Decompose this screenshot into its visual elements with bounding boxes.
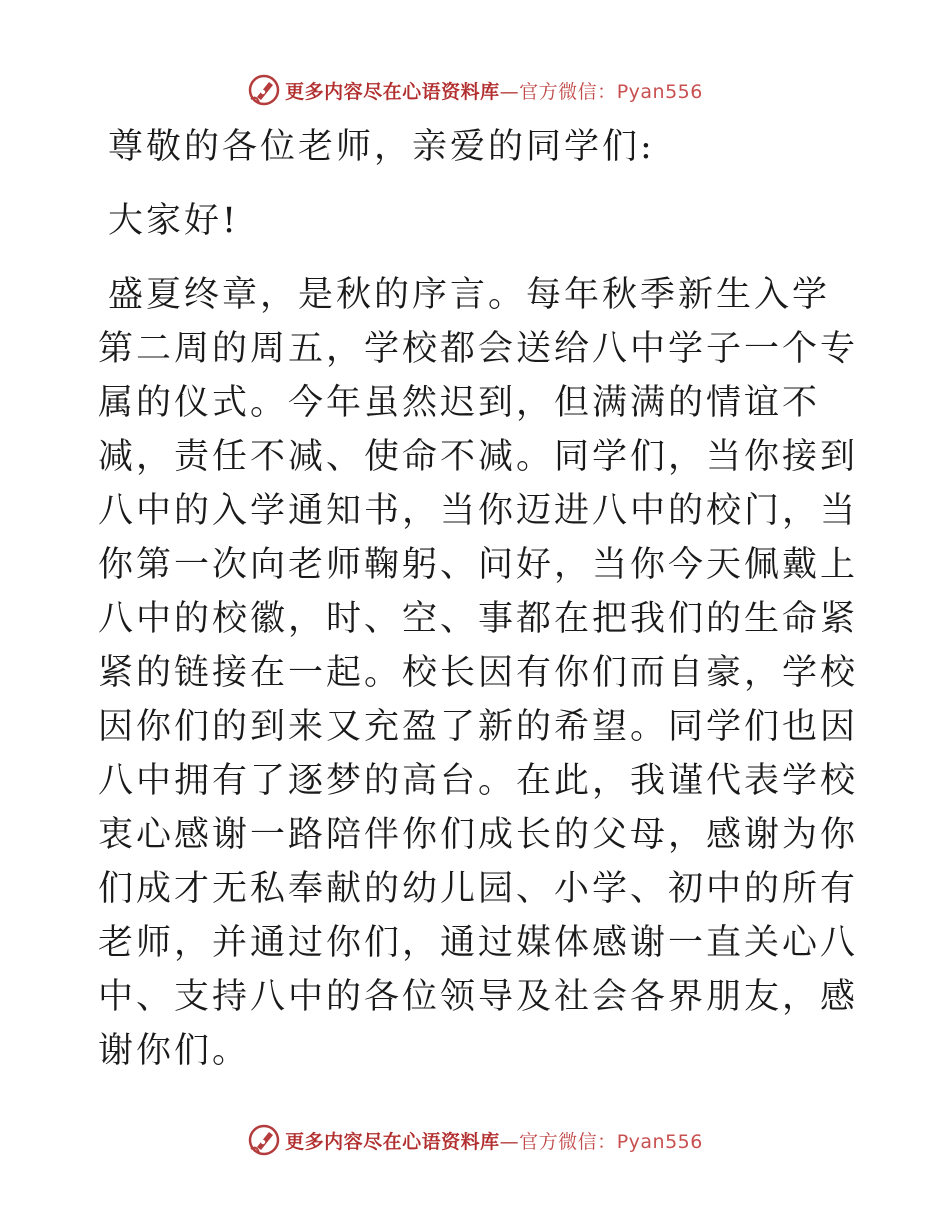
footer-watermark xyxy=(0,1120,950,1160)
watermark-text xyxy=(285,1127,703,1154)
watermark-separator: — xyxy=(499,80,520,103)
watermark-wechat-id: Pyan556 xyxy=(616,1130,703,1153)
watermark-wechat-label: 官方微信： xyxy=(519,80,617,103)
salutation: 尊敬的各位老师，亲爱的同学们: xyxy=(108,127,655,167)
watermark-wechat-label: 官方微信： xyxy=(519,1130,617,1153)
pen-nib-logo-icon xyxy=(247,1123,281,1157)
document-body xyxy=(98,120,858,1078)
watermark-separator: — xyxy=(499,1130,520,1153)
watermark-text xyxy=(285,77,703,104)
pen-nib-logo-icon xyxy=(247,73,281,107)
watermark-wechat-id: Pyan556 xyxy=(616,80,703,103)
header-watermark xyxy=(0,70,950,110)
watermark-site: 更多内容尽在心语资料库 xyxy=(285,80,500,103)
greeting: 大家好! xyxy=(108,201,240,241)
watermark-site: 更多内容尽在心语资料库 xyxy=(285,1130,500,1153)
body-paragraph: 盛夏终章，是秋的序言。每年秋季新生入学第二周的周五，学校都会送给八中学子一个专属的仪式。今年虽然迟到，但满满的情谊不减，责任不减、使命不减。同学们，当你接到八中的入学通知书，当你迈进八中的校门，当你第一次向老师鞠躬、问好，当你今天佩戴上八中的校徽，时、空、事都在把我们的生命紧紧的链接在一起。校长因有你们而自豪，学校因你们的到来又充盈了新的希望。同学们也因八中拥有了逐梦的高台。在此，我谨代表学校衷心感谢一路陪伴你们成长的父母，感谢为你们成才无私奉献的幼儿园、小学、初中的所有老师，并通过你们，通过媒体感谢一直关心八中、支持八中的各位领导及社会各界朋友，感谢你们。 xyxy=(98,275,859,1071)
